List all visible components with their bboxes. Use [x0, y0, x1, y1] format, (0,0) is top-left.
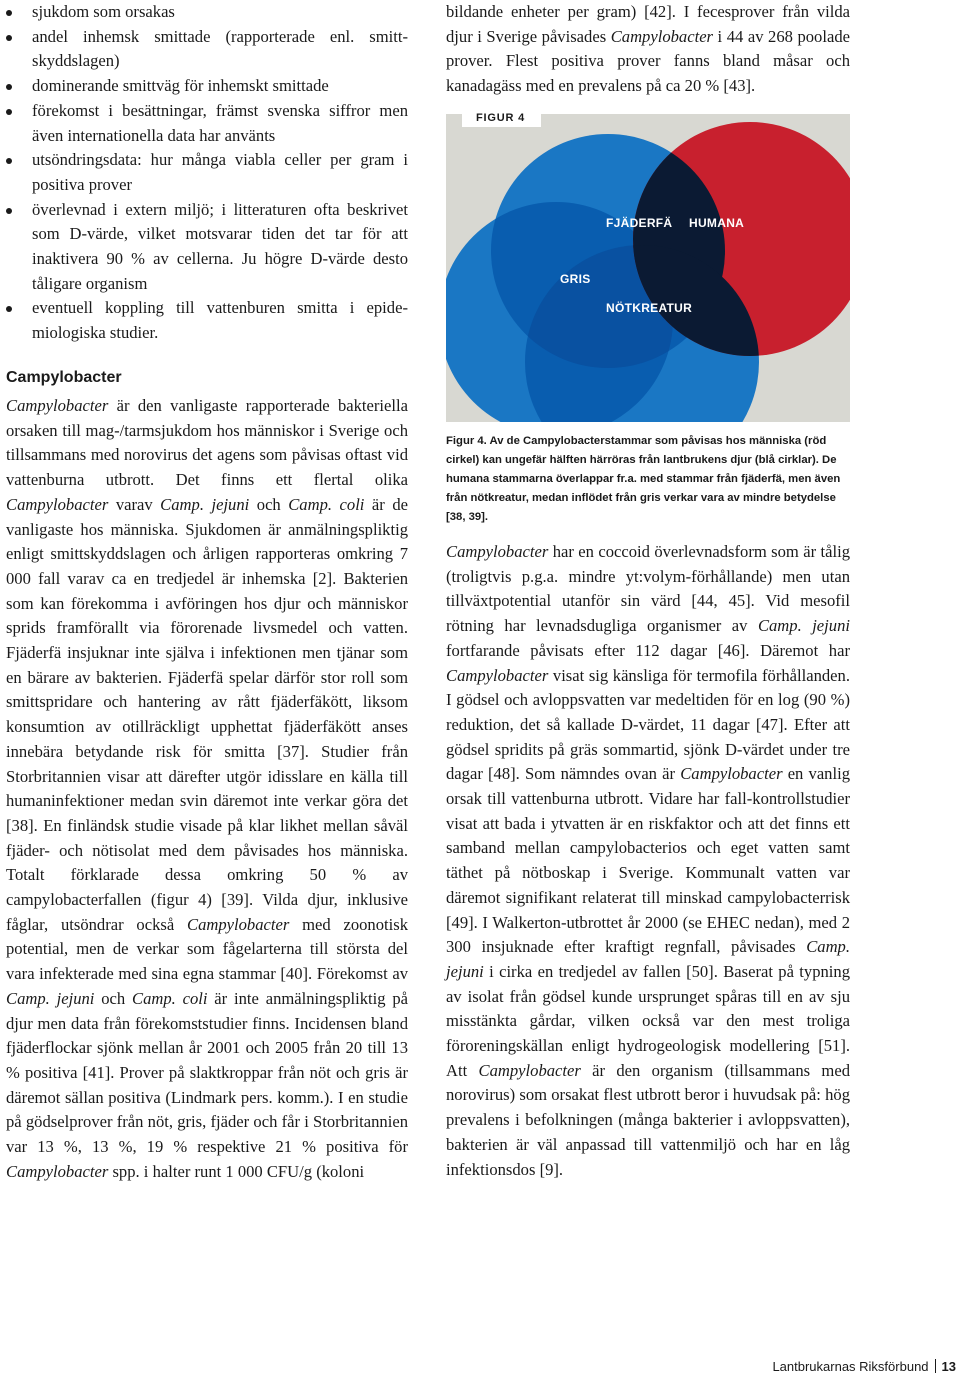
text-run: är den vanligaste rapporterade bakteriella orsaken till mag-/tarmsjukdom hos människor i Sverige och tillsammans med norovirus det agens som påvisas oftast vid vattenburna utbrott. Det finns ett flertal olika — [6, 396, 408, 490]
label-gris: GRIS — [560, 272, 591, 286]
bullet-text: förekomst i besättningar, främst svenska siffror men även internationella data har använts — [32, 100, 408, 145]
bullet-item — [6, 0, 408, 25]
text-run: i cirka en tredjedel av fallen [50]. Baserat på typning av isolat från gödsel kunde ursprunget spåras till en av sju misstänkta gårdar, vilken också var den mest troliga föroreningskällan enligt hydrogeologisk modellering [51]. Att — [446, 961, 850, 1080]
bullet-item — [6, 148, 408, 197]
species-name: Campylobacter — [478, 1060, 581, 1080]
body-paragraph — [446, 0, 850, 99]
species-name: Campylobacter — [6, 396, 109, 415]
species-name: Campylobacter — [446, 665, 549, 685]
text-run: har en coccoid överlevnadsform som är tålig (troligtvis p.g.a. mindre yt:volym-förhållande) men utan tillväxtpotential utanför sin värd [44, 45]. Vid mesofil rötning har levnadsdugliga organismer av — [446, 542, 850, 636]
bullet-dot — [6, 84, 12, 90]
text-run: med zoonotisk potential, men de verkar som fågelarterna till största del vara infekterade med sina egna stammar [40]. Förekomst av — [6, 914, 408, 984]
species-name: Campylobacter — [187, 914, 290, 934]
bullet-item — [6, 99, 408, 148]
venn-figure — [446, 114, 850, 422]
bullet-dot — [6, 306, 12, 312]
species-name: Camp. jejuni — [757, 616, 850, 636]
text-run: är de vanligaste hos människa. Sjukdomen är anmälningspliktig enligt smittskyddslagen och årligen rapporteras omkring 7 000 fall varav ca en tredjedel är inhemska [2]. Bakterien som kan förekomma i avföringen hos djur och människor sprids framförallt via förorenade livsmedel och vatten. Fjäderfä insjuknar inte själva i infektionen men tjänar som en bärare av bakterien. Fjäderfä spelar därför stor roll som smittspridare och hantering av rått fjäderfäkött, liksom konsumtion av otillräckligt upphettat fjäderfäkött anses innebära betydande risk för smitta [37]. Studier från Storbritannien visar att därefter utgör idisslare en källa till humaninfektioner medan svin däremot inte verkar göra det [38]. En finländsk studie visade på klar likhet mellan såväl fjäder- och nötisolat med dem påvisades hos människa. Totalt förklarade dessa omkring 50 % av campylobacterfallen (figur 4) [39]. Vilda djur, inklusive fåglar, utsöndrar också — [6, 494, 408, 934]
venn-diagram — [446, 114, 850, 422]
text-run: och — [94, 988, 132, 1008]
right-column-top-text — [446, 0, 850, 99]
bullet-item — [6, 74, 408, 99]
species-name: Campylobacter — [680, 764, 783, 784]
bullet-dot — [6, 35, 12, 41]
bullet-item — [6, 25, 408, 74]
text-run: och — [249, 494, 289, 514]
species-name: Campylobacter — [6, 494, 109, 514]
footer-divider — [935, 1359, 936, 1373]
page-number: 13 — [941, 1359, 956, 1374]
species-name: Campylobacter — [610, 26, 714, 46]
body-paragraph — [6, 394, 408, 1185]
bullet-list-column — [6, 0, 408, 346]
bullet-text: utsöndringsdata: hur många viabla celler per gram i positiva prover — [32, 150, 408, 194]
bullet-text: eventuell koppling till vattenburen smitta i epidemiologiska studier. — [32, 298, 408, 343]
bullet-dot — [6, 109, 12, 115]
page-footer — [772, 1359, 956, 1374]
publisher-name: Lantbrukarnas Riksförbund — [772, 1359, 929, 1374]
label-fjaderfa: FJÄDERFÄ — [606, 216, 673, 230]
bullet-text: sjukdom som orsakas — [32, 2, 175, 21]
species-name: Camp. coli — [288, 494, 365, 514]
text-run: i 44 av 268 poolade prover. Flest positiva prover fanns bland måsar och kanadagäss med en prevalens på ca 20 % [43]. — [446, 26, 850, 96]
species-name: Camp. jejuni — [446, 937, 850, 981]
text-run: visat sig känsliga för termofila förhållanden. I gödsel och avloppsvatten var medeltiden för en log (90 %) reduktion, det så kallade D-värdet, 11 dagar [47]. Efter att gödsel spridits på gräs sommartid, sjönk D-värdet under tre dagar [48]. Som nämndes ovan är — [446, 665, 850, 784]
text-run: spp. i halter runt 1 000 CFU/g (koloni — [108, 1161, 365, 1181]
label-humana: HUMANA — [689, 216, 745, 230]
bullet-text: dominerande smittväg för inhemskt smittade — [32, 76, 329, 96]
body-paragraph — [446, 540, 850, 1182]
text-run: fortfarande påvisats efter 112 dagar [46]. Däremot har — [446, 640, 850, 660]
text-run: är inte anmälningspliktig på djur men data från förekomststudier finns. Incidensen bland fjäderflockar sjönk mellan år 2001 och 2005 från 20 till 13 % positiva [41]. Prover på slaktkroppar från nöt och gris är däremot sällan positiva (Lindmark pers. komm.). I en studie på gödselprover från nöt, gris, fjäder och får i Storbritannien var 13 %, 13 %, 19 % respektive 21 % positiva för — [6, 988, 409, 1157]
bullet-item — [6, 296, 408, 345]
section-heading: Campylobacter — [6, 369, 122, 386]
campylobacter-body-text — [6, 394, 408, 1185]
species-name: Campylobacter — [6, 1161, 109, 1181]
species-name: Camp. coli — [132, 988, 208, 1008]
text-run: bildande enheter per gram) [42]. I fecesprover från vilda djur i Sverige påvisades — [446, 2, 850, 46]
figure-tag: FIGUR 4 — [462, 108, 541, 127]
species-name: Campylobacter — [446, 542, 549, 561]
bullet-text: överlevnad i extern miljö; i litteraturen ofta beskrivet som D-värde, vilket motsvarar tiden det tar för att inaktivera 90 % av cellerna. Ju högre D-värde desto tåligare organism — [32, 199, 408, 293]
text-run: en vanlig orsak till vattenburna utbrott. Vidare har fall-kontrollstudier visat att bada i ytvatten är en riskfaktor och att det finns ett samband mellan campylobacterios och eget vatten samt täthet på nötboskap i Sverige. Kommunalt vatten var däremot signifikant relaterat till minskad campylobacterrisk [49]. I Walkerton-utbrottet år 2000 (se EHEC nedan), med 2 300 insjuknade efter kraftigt regnfall, påvisades — [446, 764, 851, 957]
species-name: Camp. jejuni — [6, 988, 95, 1008]
text-run: är den organism (tillsammans med norovirus) som orsakat flest utbrott beror i huvudsak på: hög prevalens i befolkningen (många bakterier i avloppsvatten), bakterien är väl anpassad till vattenmiljö och har en låg infektionsdos [9]. — [446, 1060, 851, 1179]
bullet-text: andel inhemsk smittade (rapporterade enl. smittskyddslagen) — [32, 26, 408, 71]
bullet-item — [6, 198, 408, 297]
bullet-dot — [6, 158, 12, 164]
criteria-bullet-list — [6, 0, 408, 346]
text-run: varav — [108, 494, 161, 514]
bullet-dot — [6, 208, 12, 214]
species-name: Camp. jejuni — [160, 494, 250, 514]
right-column-body-text — [446, 540, 850, 1182]
bullet-dot — [6, 10, 12, 16]
label-notkreatur: NÖTKREATUR — [606, 301, 693, 315]
figure-caption: Figur 4. Av de Campylobacterstammar som påvisas hos människa (röd cirkel) kan ungefär hälften härröras från lantbrukens djur (blå cirklar). De humana stammarna överlappar fr.a. med stammar från fjäderfä, men även från nötkreatur, medan inflödet från gris verkar vara av mindre betydelse [38, 39]. — [446, 435, 841, 523]
